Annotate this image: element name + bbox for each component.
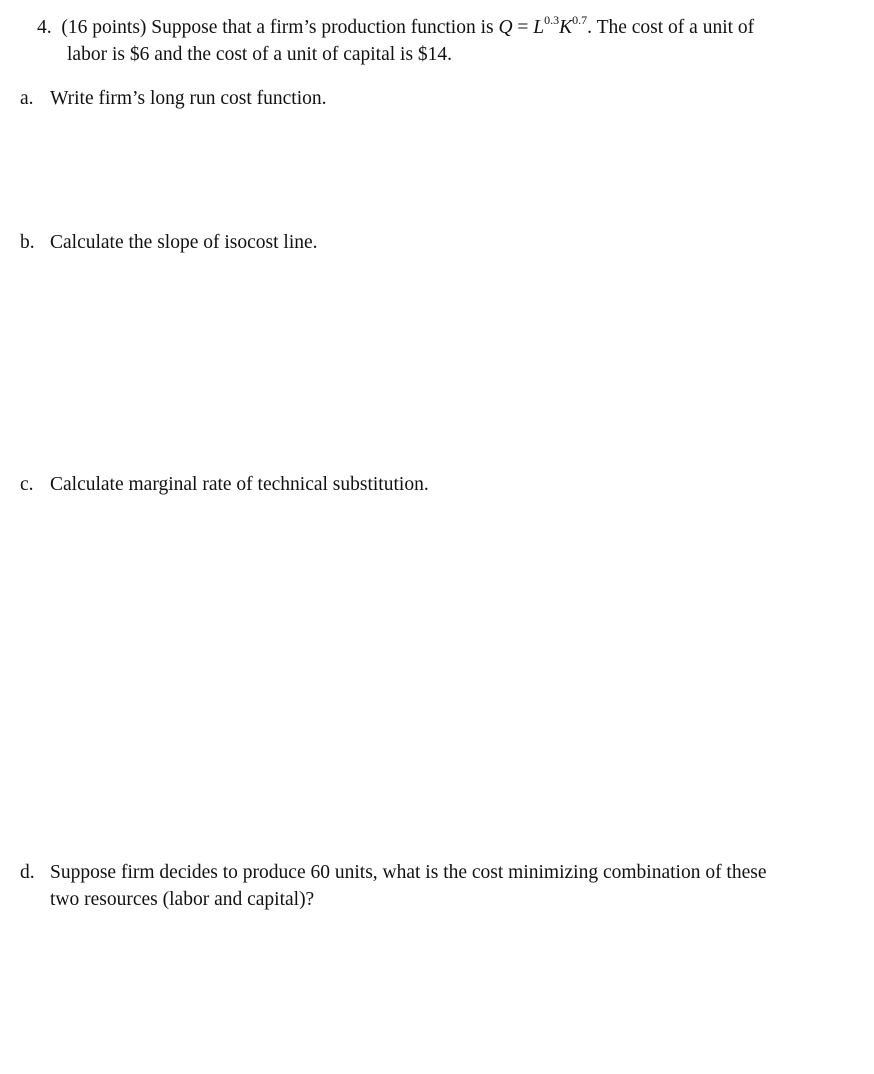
question-4-line-2: labor is $6 and the cost of a unit of capital is $14. <box>67 44 453 65</box>
part-c-text: Calculate marginal rate of technical substitution. <box>50 474 429 495</box>
k-variable: K <box>559 17 573 38</box>
k-exponent: 0.7 <box>572 12 588 27</box>
part-b-label: b. <box>20 232 35 253</box>
question-line-1-end: . The cost of a unit of <box>587 17 755 38</box>
part-a-label: a. <box>20 88 34 109</box>
l-exponent: 0.3 <box>544 12 560 27</box>
equals-sign: = <box>512 17 534 38</box>
part-a <box>20 86 327 112</box>
question-number: 4. <box>37 17 52 38</box>
question-intro-text: (16 points) Suppose that a firm’s production function is <box>61 17 499 38</box>
part-c-label: c. <box>20 474 34 495</box>
part-b-text: Calculate the slope of isocost line. <box>50 232 318 253</box>
part-a-text: Write firm’s long run cost function. <box>50 88 327 109</box>
part-d-text-1: Suppose firm decides to produce 60 units, what is the cost minimizing combination of these <box>50 862 767 883</box>
question-4-line-1 <box>37 12 755 41</box>
l-variable: L <box>533 17 545 38</box>
part-d-line-2: two resources (labor and capital)? <box>50 889 315 910</box>
q-variable: Q <box>498 17 513 38</box>
part-c <box>20 472 429 498</box>
part-d-label: d. <box>20 862 35 883</box>
part-b <box>20 230 318 256</box>
part-d-line-1 <box>20 860 767 886</box>
